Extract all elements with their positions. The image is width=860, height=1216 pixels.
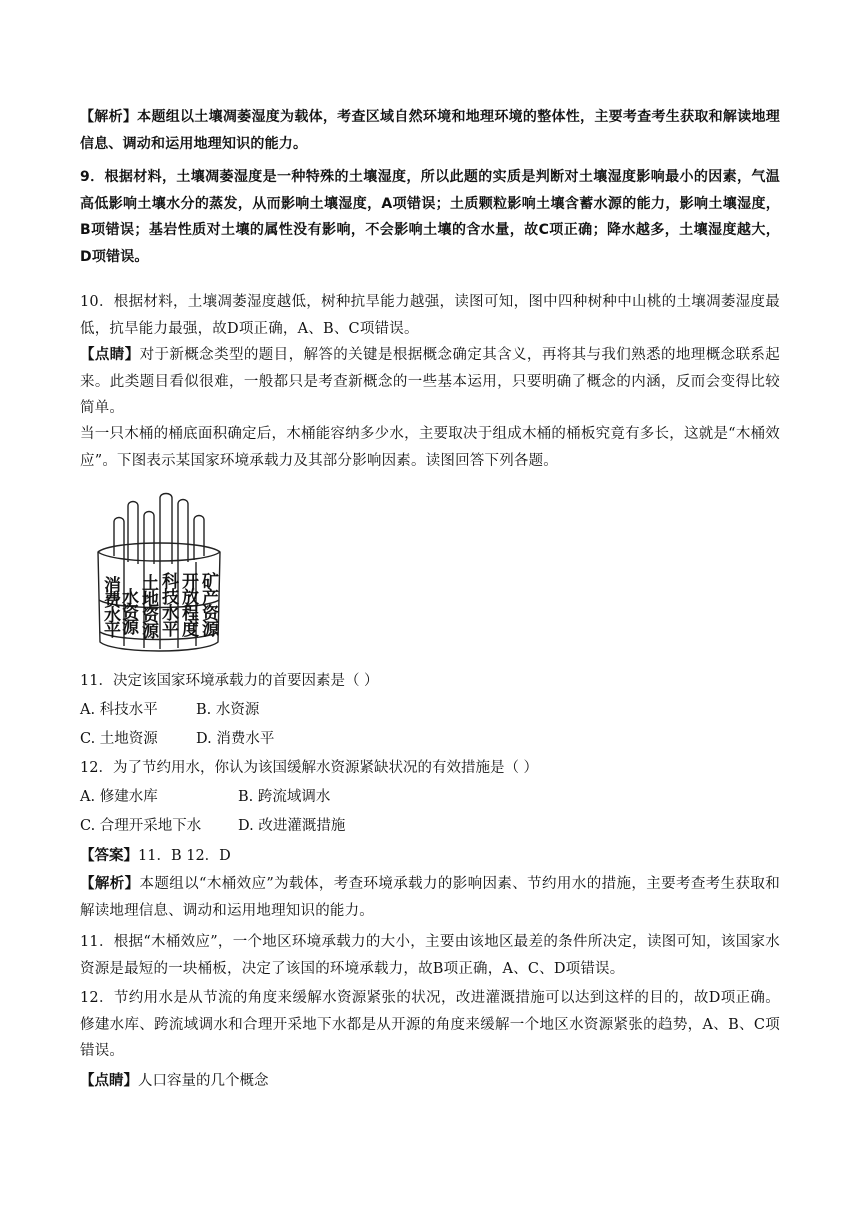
- option-11-c[interactable]: C. 土地资源: [80, 731, 158, 747]
- question-12-stem: 12．为了节约用水，你认为该国缓解水资源紧缺状况的有效措施是（ ）: [80, 760, 539, 776]
- stave-label-tech: 科技水平: [158, 572, 178, 636]
- analysis-tag-2: 【解析】: [80, 875, 140, 892]
- wooden-bucket-intro: 当一只木桶的桶底面积确定后，木桶能容纳多少水，主要取决于组成木桶的桶板究竟有多长，这就是“木桶效应”。下图表示某国家环境承载力及其部分影响因素。读图回答下列各题。: [80, 426, 780, 469]
- question-11-options-row2: [80, 726, 274, 752]
- tip-tag-2: 【点睛】: [80, 1072, 138, 1089]
- option-12-c[interactable]: C. 合理开采地下水: [80, 818, 202, 834]
- tip-tag: 【点睛】: [80, 346, 140, 363]
- question-11-stem: 11．决定该国家环境承载力的首要因素是（ ）: [80, 673, 379, 689]
- question-11-explanation: 11．根据“木桶效应”，一个地区环境承载力的大小，主要由该地区最差的条件所决定，读图可知，该国家水资源是最短的一块桶板，决定了该国的环境承载力，故B项正确，A、C、D项错误。: [80, 934, 780, 977]
- stave-label-consumption: 消费水平: [100, 576, 120, 636]
- tip-text: 对于新概念类型的题目，解答的关键是根据概念确定其含义，再将其与我们熟悉的地理概念联系起来。此类题目看似很难，一般都只是考查新概念的一些基本运用，只要明确了概念的内涵，反而会变得比较简单。: [80, 347, 780, 416]
- question-12-explanation: 12．节约用水是从节流的角度来缓解水资源紧张的状况，改进灌溉措施可以达到这样的目的，故D项正确。修建水库、跨流域调水和合理开采地下水都是从开源的角度来缓解一个地区水资源紧张的趋势，A、B、C项错误。: [80, 990, 780, 1059]
- option-11-d[interactable]: D. 消费水平: [196, 731, 275, 747]
- answer-tag: 【答案】: [80, 847, 138, 864]
- analysis-tag: 【解析】: [80, 109, 138, 125]
- stave-label-water: 水资源: [118, 588, 138, 633]
- stave-land: [128, 502, 138, 565]
- stave-label-land: 土地资源: [138, 574, 158, 638]
- stave-label-minerals: 矿产资源: [198, 572, 218, 636]
- option-11-b[interactable]: B. 水资源: [196, 702, 260, 718]
- analysis-paragraph-1: [80, 104, 780, 157]
- wooden-bucket-figure: [92, 492, 226, 660]
- option-12-a[interactable]: A. 修建水库: [80, 789, 158, 805]
- answer-line: [80, 843, 231, 869]
- question-9-explanation: 9．根据材料，土壤凋萎湿度是一种特殊的土壤湿度，所以此题的实质是判断对土壤湿度影响最小的因素，气温高低影响土壤水分的蒸发，从而影响土壤湿度，A项错误；土质颗粒影响土壤含蓄水源的能力，影响土壤湿度，B项错误；基岩性质对土壤的属性没有影响，不会影响土壤的含水量，故C项正确；降水越多，土壤湿度越大，D项错误。: [80, 169, 780, 265]
- question-10-explanation: 10．根据材料，土壤凋萎湿度越低，树种抗旱能力越强，读图可知，图中四种树种中山桃的土壤凋萎湿度最低，抗旱能力最强，故D项正确，A、B、C项错误。: [80, 294, 780, 337]
- question-12-options-row2: [80, 813, 345, 839]
- tip-line-2: [80, 1068, 269, 1094]
- analysis-text-2: 本题组以“木桶效应”为载体，考查环境承载力的影响因素、节约用水的措施，主要考查考生获取和解读地理信息、调动和运用地理知识的能力。: [80, 876, 780, 919]
- stave-consumption: [114, 518, 124, 563]
- analysis-text: 本题组以土壤凋萎湿度为载体，考查区域自然环境和地理环境的整体性，主要考查考生获取和解读地理信息、调动和运用地理知识的能力。: [80, 109, 780, 152]
- bucket-top-rim: [98, 552, 220, 561]
- analysis-paragraph-2: [80, 871, 780, 924]
- stave-tech: [144, 512, 154, 565]
- question-11-options-row1: [80, 697, 259, 723]
- option-12-d[interactable]: D. 改进灌溉措施: [238, 818, 346, 834]
- stave-minerals: [178, 500, 188, 565]
- stave-extra: [194, 516, 204, 561]
- question-12-options-row1: [80, 784, 330, 810]
- stave-label-openness: 开放程度: [178, 572, 198, 636]
- answer-text: 11．B 12．D: [138, 848, 231, 864]
- option-12-b[interactable]: B. 跨流域调水: [238, 789, 331, 805]
- option-11-a[interactable]: A. 科技水平: [80, 702, 158, 718]
- tip-text-2: 人口容量的几个概念: [138, 1073, 269, 1089]
- stave-openness: [160, 494, 172, 565]
- tip-paragraph-1: [80, 342, 780, 422]
